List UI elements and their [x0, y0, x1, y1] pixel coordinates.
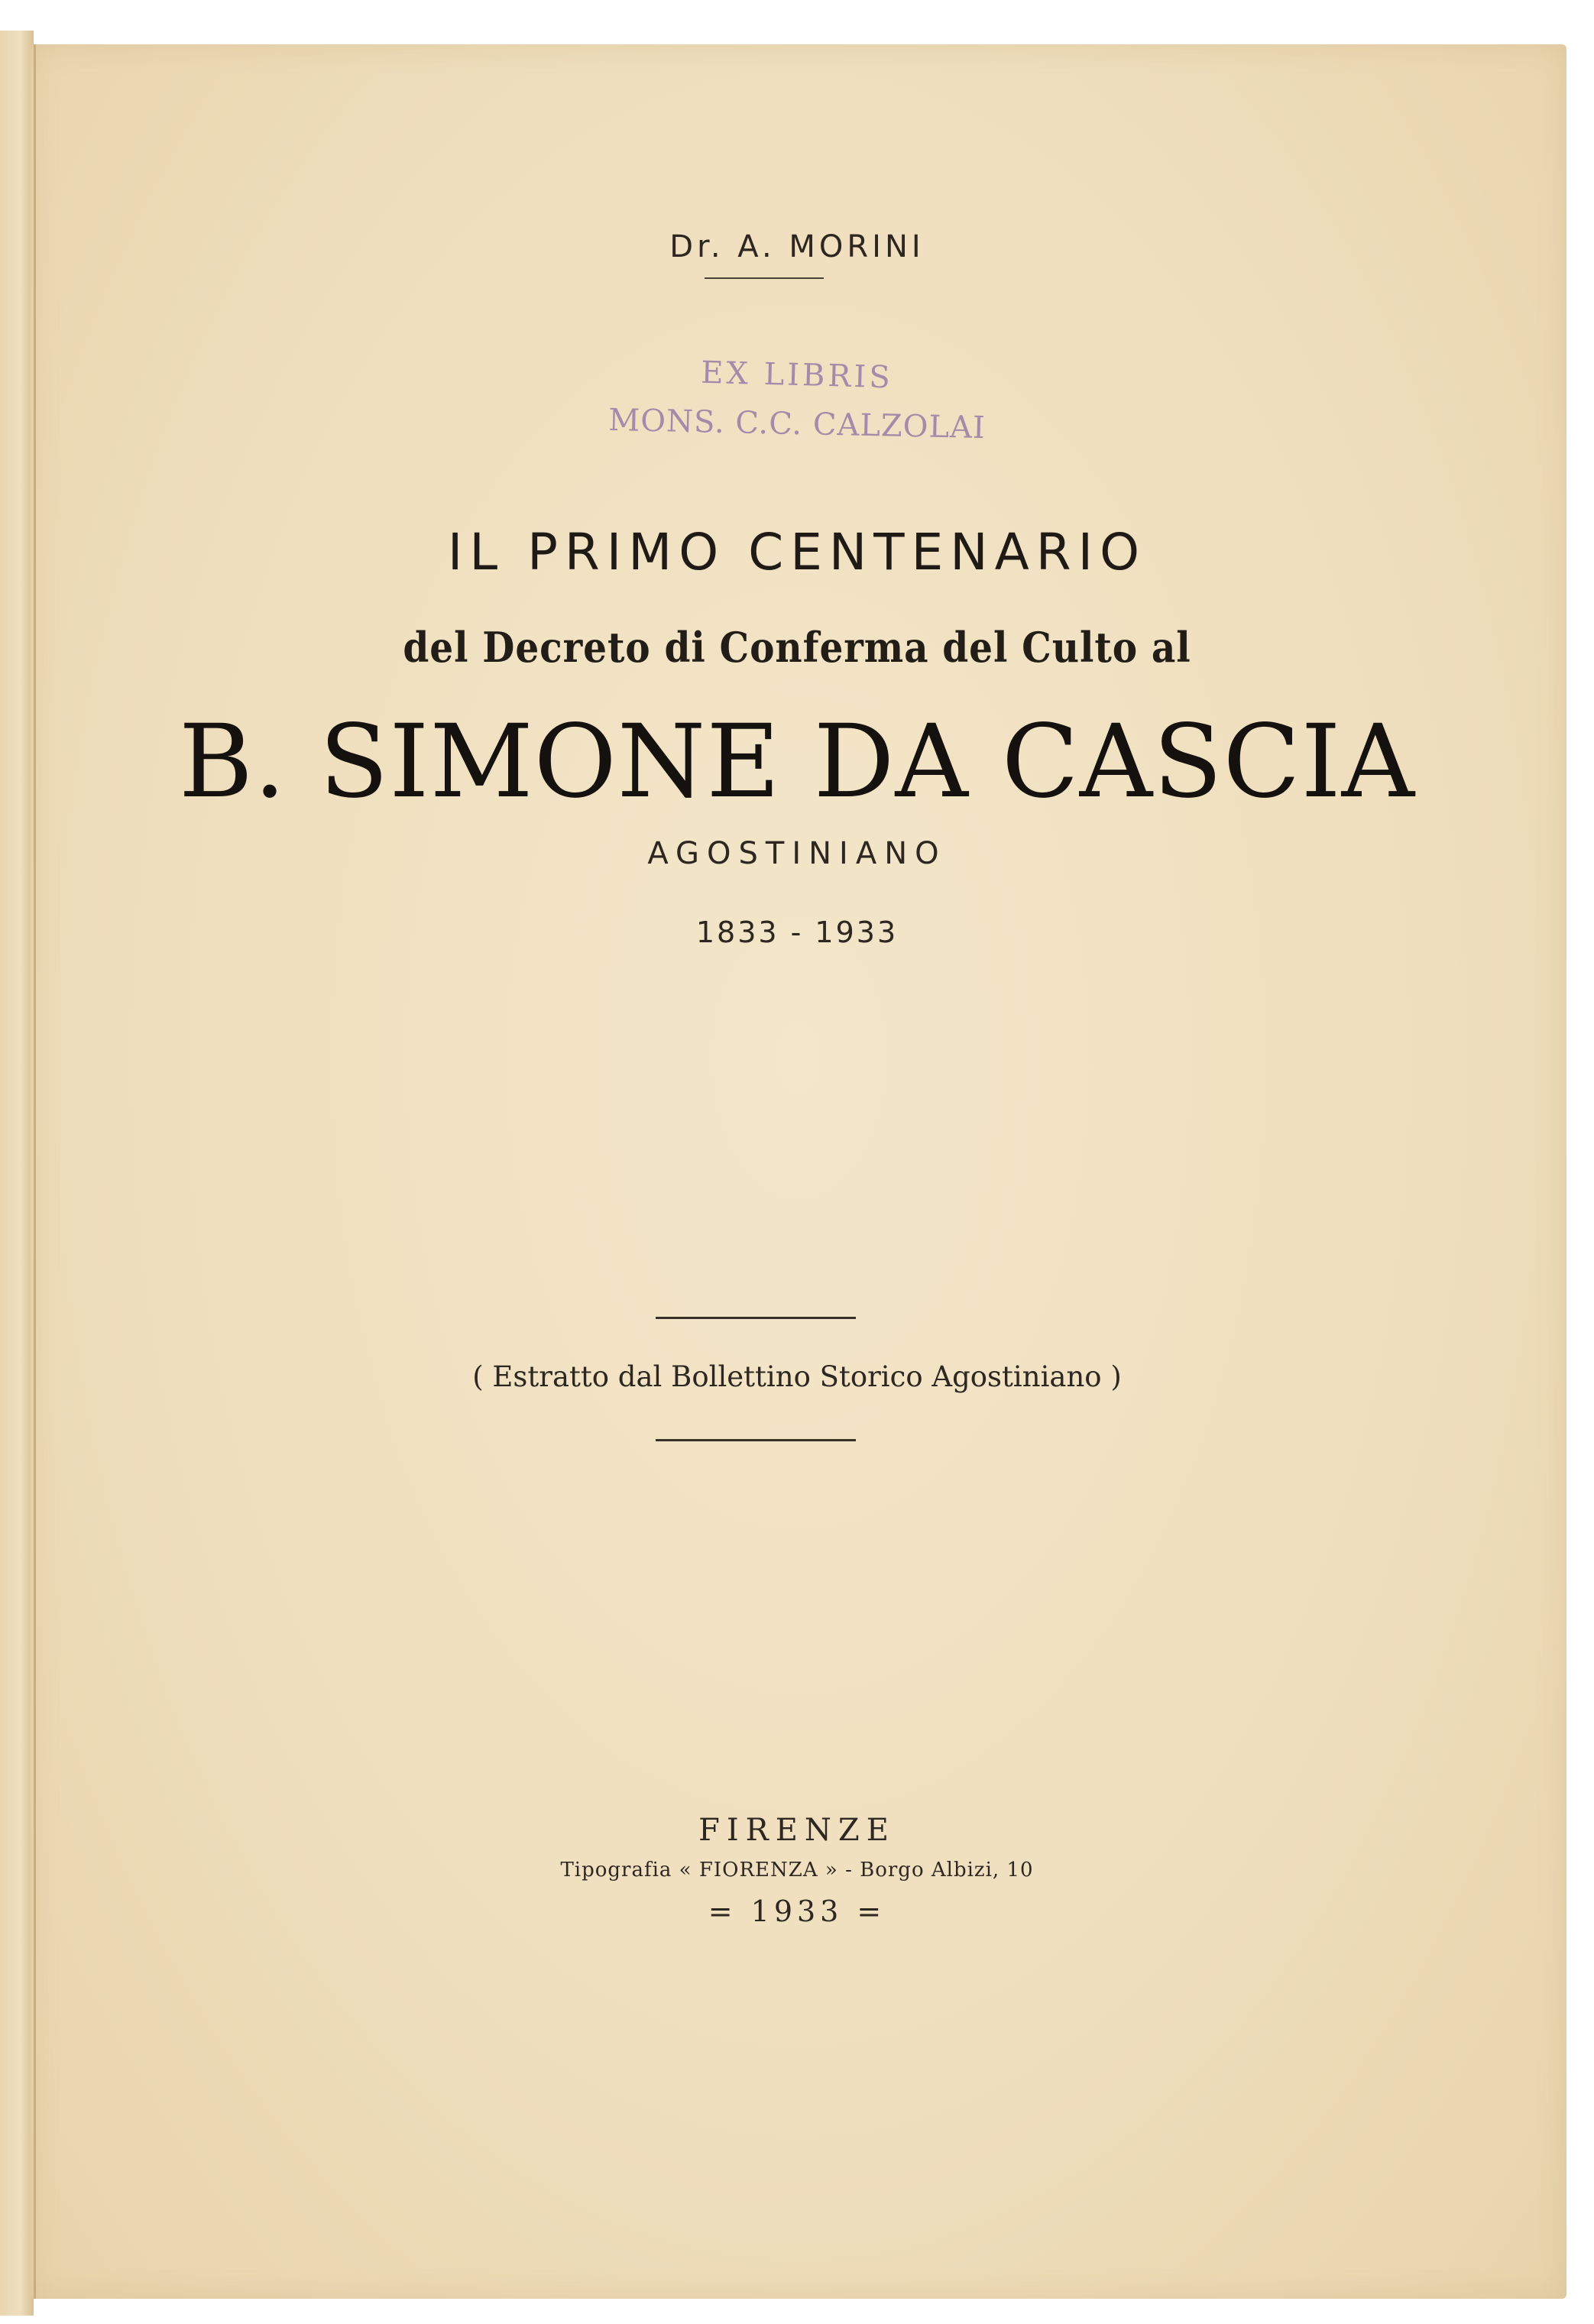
spine-fold	[34, 44, 36, 2299]
imprint-city: FIRENZE	[698, 1813, 896, 1848]
imprint-year: = 1933 =	[708, 1895, 886, 1928]
title-years: 1833 - 1933	[695, 916, 899, 949]
title-line-1: IL PRIMO CENTENARIO	[447, 523, 1147, 582]
extract-note: ( Estratto dal Bollettino Storico Agostiniano )	[472, 1360, 1122, 1393]
ex-libris-stamp-line2: MONS. C.C. CALZOLAI	[607, 402, 987, 446]
divider-bottom	[656, 1439, 856, 1441]
title-main: B. SIMONE DA CASCIA	[178, 703, 1416, 821]
imprint-printer: Tipografia « FIORENZA » - Borgo Albizi, 10	[560, 1859, 1034, 1882]
divider-top	[656, 1317, 856, 1319]
title-line-2: del Decreto di Conferma del Culto al	[403, 623, 1191, 672]
ex-libris-stamp-line1: EX LIBRIS	[700, 355, 894, 396]
author-underline	[705, 277, 824, 279]
author-name: Dr. A. MORINI	[669, 229, 925, 264]
spine-edge	[0, 31, 34, 2316]
title-order: AGOSTINIANO	[647, 836, 947, 871]
